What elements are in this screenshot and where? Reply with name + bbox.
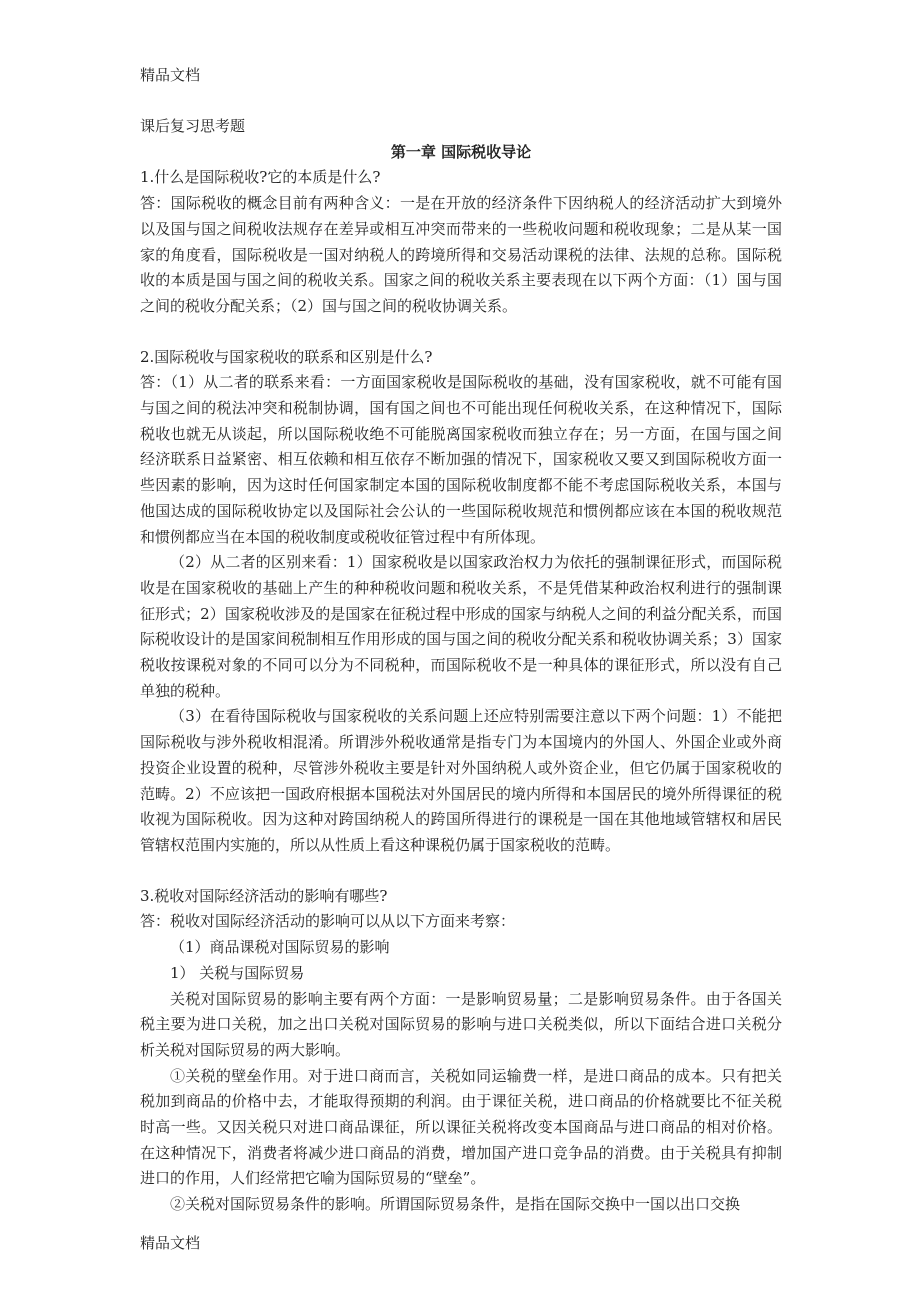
subtitle: 课后复习思考题 [140, 117, 246, 135]
answer-1: 答：国际税收的概念目前有两种含义：一是在开放的经济条件下因纳税人的经济活动扩大到境外以及国与国之间税收法规存在差异或相互冲突而带来的一些税收问题和税收现象；二是从某一国家的角度看，国际税收是一国对纳税人的跨境所得和交易活动课税的法律、法规的总称。国际税收的本质是国与国之间的税收关系。国家之间的税收关系主要表现在以下两个方面：（1）国与国之间的税收分配关系；（2）国与国之间的税收协调关系。 [140, 194, 782, 315]
answer-3-intro: 答：税收对国际经济活动的影响可以从以下方面来考察： [140, 912, 516, 931]
answer-2-paragraph-3: （3）在看待国际税收与国家税收的关系问题上还应特别需要注意以下两个问题：1）不能把国际税收与涉外税收相混淆。所谓涉外税收通常是指专门为本国境内的外国人、外国企业或外商投资企业设置的税种，尽管涉外税收主要是针对外国纳税人或外资企业，但它仍属于国家税收的范畴。2）不应该把一国政府根据本国税法对外国居民的境内所得和本国居民的境外所得课征的税收视为国际税收。因为这种对跨国纳税人的跨国所得进行的课税是一国在其他地域管辖权和居民管辖权范围内实施的，所以从性质上看这种课税仍属于国家税收的范畴。 [140, 707, 782, 854]
question-3: 3.税收对国际经济活动的影响有哪些? [140, 886, 388, 905]
paragraph-gap [140, 320, 782, 345]
answer-3-paragraph-1: 关税对国际贸易的影响主要有两个方面：一是影响贸易量；二是影响贸易条件。由于各国关税主要为进口关税，加之出口关税对国际贸易的影响与进口关税类似，所以下面结合进口关税分析关税对国际贸易的两大影响。 [140, 989, 782, 1059]
chapter-title: 第一章 国际税收导论 [390, 142, 532, 161]
paragraph-gap [140, 859, 782, 884]
answer-3-paragraph-2: ①关税的壁垒作用。对于进口商而言，关税如同运输费一样，是进口商品的成本。只有把关税加到商品的价格中去，才能取得预期的利润。由于课征关税，进口商品的价格就要比不征关税时高一些。又因关税只对进口商品课征，所以课征关税将改变本国商品与进口商品的相对价格。在这种情况下，消费者将减少进口商品的消费，增加国产进口竞争品的消费。由于关税具有抑制进口的作用，人们经常把它喻为国际贸易的“壁垒”。 [140, 1066, 782, 1188]
answer-3-item-1: （1）商品课税对国际贸易的影响 [170, 938, 390, 957]
page-header: 精品文档 [140, 66, 201, 84]
answer-2-paragraph-1: 答：（1）从二者的联系来看：一方面国家税收是国际税收的基础，没有国家税收，就不可能有国与国之间的税法冲突和税制协调，国有国之间也不可能出现任何税收关系，在这种情况下，国际税收也就无从谈起，所以国际税收绝不可能脱离国家税收而独立存在；另一方面，在国与国之间经济联系日益紧密、相互依赖和相互依存不断加强的情况下，国家税收又要又到国际税收方面一些因素的影响，因为这时任何国家制定本国的国际税收制度都不能不考虑国际税收关系，本国与他国达成的国际税收协定以及国际社会公认的一些国际税收规范和惯例都应该在本国的税收规范和惯例都应当在本国的税收制度或税收征管过程中有所体现。 [140, 373, 782, 546]
page-footer: 精品文档 [140, 1234, 201, 1252]
question-2: 2.国际税收与国家税收的联系和区别是什么? [140, 347, 433, 366]
question-1: 1.什么是国际税收?它的本质是什么? [140, 168, 381, 187]
answer-3-item-1a: 1） 关税与国际贸易 [170, 963, 305, 982]
document-body [140, 114, 782, 1218]
answer-3-paragraph-3: ②关税对国际贸易条件的影响。所谓国际贸易条件，是指在国际交换中一国以出口交换 [170, 1195, 741, 1214]
answer-2-paragraph-2: （2）从二者的区别来看：1）国家税收是以国家政治权力为依托的强制课征形式，而国际税收是在国家税收的基础上产生的种种税收问题和税收关系，不是凭借某种政治权利进行的强制课征形式；2）国家税收涉及的是国家在征税过程中形成的国家与纳税人之间的利益分配关系，而国际税收设计的是国家间税制相互作用形成的国与国之间的税收分配关系和税收协调关系；3）国家税收按课税对象的不同可以分为不同税种，而国际税收不是一种具体的课征形式，所以没有自己单独的税种。 [140, 553, 782, 700]
